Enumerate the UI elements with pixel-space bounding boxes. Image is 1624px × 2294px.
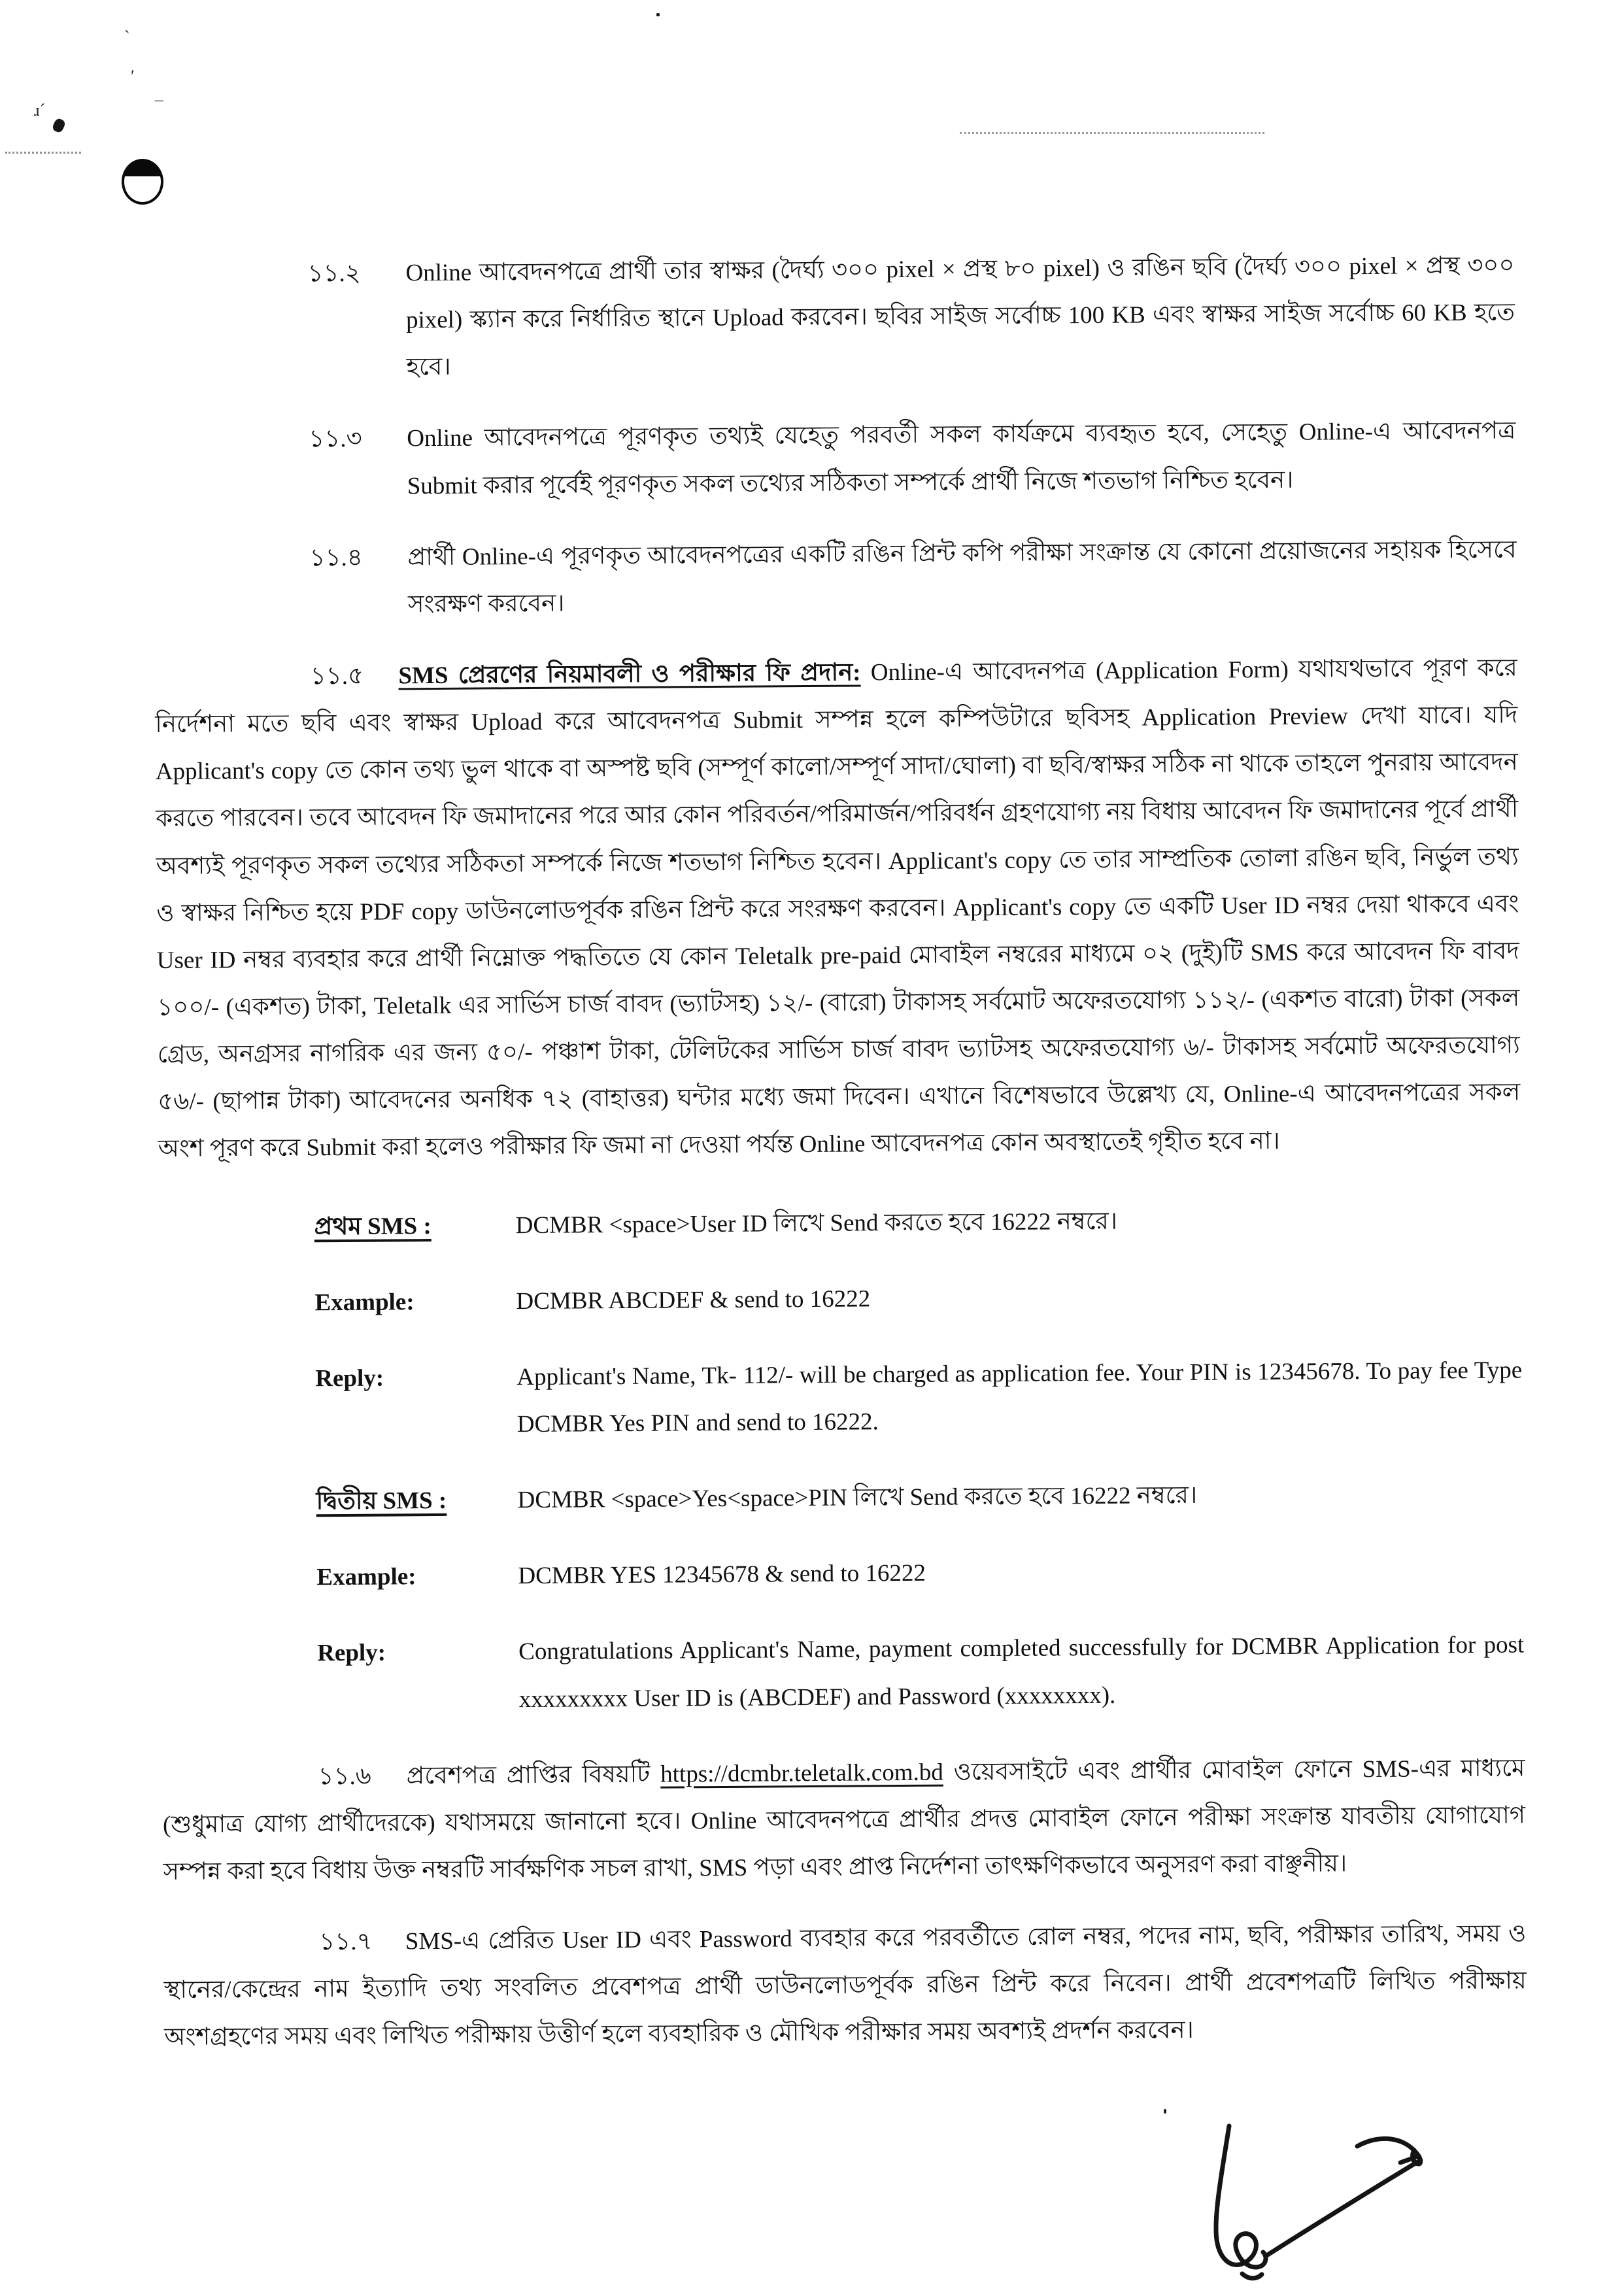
teletalk-url-link[interactable]: https://dcmbr.teletalk.com.bd <box>660 1759 943 1788</box>
example-label: Example: <box>316 1563 416 1591</box>
scan-r-mark: ɹˊ <box>34 101 46 120</box>
clause-text: Online আবেদনপত্রে প্রার্থী তার স্বাক্ষর (দৈর্ঘ্য ৩০০ pixel × প্রস্থ ৮০ pixel) ও রঙিন ছবি (দৈর্ঘ্য ৩০০ pixel × প্রস্থ ৩০০ pixel) স্ক্যান করে নির্ধারিত স্থানে Upload করবেন। ছবির সাইজ সর্বোচ্চ 100 KB এবং স্বাক্ষর সাইজ সর্বোচ্চ 60 KB হতে হবে। <box>405 252 1515 381</box>
sms-row-second-sms <box>316 1470 1523 1525</box>
scan-tick-mark: ` <box>124 27 130 46</box>
example-label: Example: <box>314 1288 414 1316</box>
signature-scribble <box>1189 2117 1450 2293</box>
reply-text: Applicant's Name, Tk- 112/- will be charged as application fee. Your PIN is 12345678. To pay fee Type DCMBR Yes PIN and send to 16222. <box>516 1357 1523 1438</box>
scan-dotted-line <box>960 132 1264 134</box>
clause-number: ১১.৫ <box>310 662 364 690</box>
scan-ink-blob <box>52 118 67 134</box>
clause-text: প্রবেশপত্র প্রাপ্তির বিষয়টি <box>406 1761 661 1789</box>
sms-row-reply-1 <box>315 1347 1523 1449</box>
clause-11-4 <box>154 526 1517 630</box>
clause-11-5 <box>155 645 1521 1173</box>
scan-speck <box>656 13 660 16</box>
first-sms-label: প্রথম SMS : <box>314 1212 431 1240</box>
scan-squiggle-mark: ধ͟ <box>144 86 156 103</box>
sms-row-first-sms <box>314 1195 1521 1251</box>
clause-text: Online-এ আবেদনপত্র (Application Form) যথাযথভাবে পূরণ করে নির্দেশনা মতে ছবি এবং স্বাক্ষর Upload করে আবেদনপত্র Submit সম্পন্ন হলে কম্পিউটারে ছবিসহ Application Preview দেখা যাবে। যদি Applicant's copy তে কোন তথ্য ভুল থাকে বা অস্পষ্ট ছবি (সম্পূর্ণ কালো/সম্পূর্ণ সাদা/ঘোলা) বা ছবি/স্বাক্ষর সঠিক না থাকে তাহলে পুনরায় আবেদন করতে পারবেন। তবে আবেদন ফি জমাদানের পরে আর কোন পরিবর্তন/পরিমার্জন/পরিবর্ধন গ্রহণযোগ্য নয় বিধায় আবেদন ফি জমাদানের পূর্বে প্রার্থী অবশ্যই পূরণকৃত সকল তথ্যের সঠিকতা সম্পর্কে নিজে শতভাগ নিশ্চিত হবেন। Applicant's copy তে তার সাম্প্রতিক তোলা রঙিন ছবি, নির্ভুল তথ্য ও স্বাক্ষর নিশ্চিত হয়ে PDF copy ডাউনলোডপূর্বক রঙিন প্রিন্ট করে সংরক্ষণ করবেন। Applicant's copy তে একটি User ID নম্বর দেয়া থাকবে এবং User ID নম্বর ব্যবহার করে প্রার্থী নিম্নোক্ত পদ্ধতিতে যে কোন Teletalk pre-paid মোবাইল নম্বরের মাধ্যমে ০২ (দুই)টি SMS করে আবেদন ফি বাবদ ১০০/- (একশত) টাকা, Teletalk এর সার্ভিস চার্জ বাবদ (ভ্যাটসহ) ১২/- (বারো) টাকাসহ সর্বমোট অফেরতযোগ্য ১১২/- (একশত বারো) টাকা (সকল গ্রেড, অনগ্রসর নাগরিক এর জন্য ৫০/- পঞ্চাশ টাকা, টেলিটকের সার্ভিস চার্জ বাবদ ভ্যাটসহ অফেরতযোগ্য ৬/- টাকাসহ সর্বমোট অফেরতযোগ্য ৫৬/- (ছাপান্ন টাকা) আবেদনের অনধিক ৭২ (বাহাত্তর) ঘন্টার মধ্যে জমা দিবেন। এখানে বিশেষভাবে উল্লেখ্য যে, Online-এ আবেদনপত্রের সকল অংশ পূরণ করে Submit করা হলেও পরীক্ষার ফি জমা না দেওয়া পর্যন্ত Online আবেদনপত্র কোন অবস্থাতেই গৃহীত হবে না। <box>155 654 1521 1163</box>
scan-dotted-line <box>5 152 81 154</box>
clause-number: ১১.৭ <box>319 1928 373 1956</box>
sms-row-reply-2 <box>317 1622 1525 1725</box>
clause-number: ১১.৪ <box>309 544 363 572</box>
clause-11-7 <box>163 1910 1527 2061</box>
reply-label: Reply: <box>317 1639 386 1667</box>
document-body <box>152 218 1527 2080</box>
reply-label: Reply: <box>315 1364 384 1392</box>
clause-text: প্রার্থী Online-এ পূরণকৃত আবেদনপত্রের একটি রঙিন প্রিন্ট কপি পরীক্ষা সংক্রান্ত যে কোনো প্রয়োজনের সহায়ক হিসেবে সংরক্ষণ করবেন। <box>407 536 1517 618</box>
clause-11-6 <box>162 1745 1525 1896</box>
clause-number: ১১.২ <box>307 260 361 288</box>
sms-row-example-1 <box>314 1271 1521 1326</box>
sms-rules-heading: SMS প্রেরণের নিয়মাবলী ও পরীক্ষার ফি প্রদান: <box>398 659 861 690</box>
clause-text: SMS-এ প্রেরিত User ID এবং Password ব্যবহার করে পরবর্তীতে রোল নম্বর, পদের নাম, ছবি, পরীক্ষার তারিখ, সময় ও স্থানের/কেন্দ্রের নাম ইত্যাদি তথ্য সংবলিত প্রবেশপত্র প্রার্থী ডাউনলোডপূর্বক রঙিন প্রিন্ট করে নিবেন। প্রার্থী প্রবেশপত্রটি লিখিত পরীক্ষায় অংশগ্রহণের সময় এবং লিখিত পরীক্ষায় উত্তীর্ণ হলে ব্যবহারিক ও মৌখিক পরীক্ষার সময় অবশ্যই প্রদর্শন করবেন। <box>163 1920 1527 2051</box>
clause-11-3 <box>153 408 1516 512</box>
scan-tick-mark: ′ <box>131 67 135 86</box>
clause-text: ওয়েবসাইটে এবং প্রার্থীর মোবাইল ফোনে SMS-এর মাধ্যমে (শুধুমাত্র যোগ্য প্রার্থীদেরকে) যথাসময়ে জানানো হবে। Online আবেদনপত্রে প্রার্থীর প্রদত্ত মোবাইল ফোনে পরীক্ষা সংক্রান্ত যাবতীয় যোগাযোগ সম্পন্ন করা হবে বিধায় উক্ত নম্বরটি সার্বক্ষণিক সচল রাখা, SMS পড়া এবং প্রাপ্ত নির্দেশনা তাৎক্ষণিকভাবে অনুসরণ করা বাঞ্ছনীয়। <box>162 1755 1526 1885</box>
second-sms-label: দ্বিতীয় SMS : <box>316 1487 447 1515</box>
sms-instruction-table <box>314 1195 1525 1725</box>
clause-11-2 <box>152 242 1515 393</box>
scan-oval-mark <box>122 159 163 205</box>
first-sms-text: DCMBR <space>User ID লিখে Send করতে হবে 16222 নম্বরে। <box>515 1207 1118 1239</box>
second-sms-text: DCMBR <space>Yes<space>PIN লিখে Send করতে হবে 16222 নম্বরে। <box>517 1481 1198 1514</box>
clause-number: ১১.৩ <box>309 426 362 453</box>
scan-speck <box>1164 2109 1166 2114</box>
example-text: DCMBR YES 12345678 & send to 16222 <box>518 1560 926 1590</box>
clause-text: Online আবেদনপত্রে পূরণকৃত তথ্যই যেহেতু পরবর্তী সকল কার্যক্রমে ব্যবহৃত হবে, সেহেতু Online-এ আবেদনপত্র Submit করার পূর্বেই পূরণকৃত সকল তথ্যের সঠিকতা সম্পর্কে প্রার্থী নিজে শতভাগ নিশ্চিত হবেন। <box>407 417 1516 499</box>
sms-row-example-2 <box>316 1546 1523 1602</box>
clause-number: ১১.৬ <box>318 1763 372 1790</box>
reply-text: Congratulations Applicant's Name, payment completed successfully for DCMBR Application for post xxxxxxxxx User ID is (ABCDEF) and Password (xxxxxxxx). <box>518 1631 1525 1713</box>
example-text: DCMBR ABCDEF & send to 16222 <box>516 1285 871 1315</box>
